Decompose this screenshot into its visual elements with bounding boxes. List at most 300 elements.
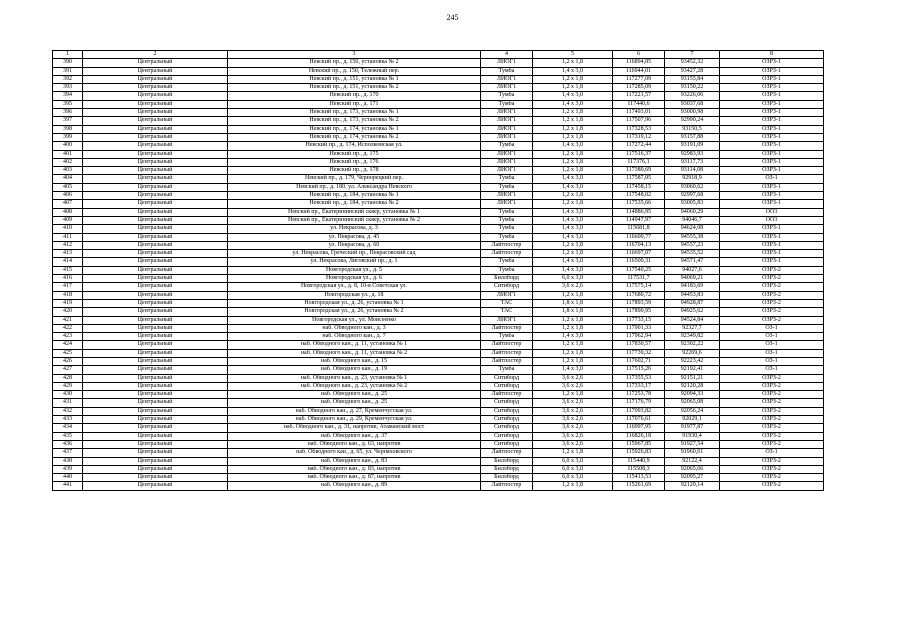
zone-cell: ОЗРЗ-1 xyxy=(720,92,824,100)
zone-cell: ОЗРЗ-2 xyxy=(720,291,824,299)
coord-x-cell: 116997,95 xyxy=(613,424,665,432)
coord-x-cell: 117962,94 xyxy=(613,333,665,341)
zone-cell: ОЗРЗ-2 xyxy=(720,424,824,432)
size-cell: 1,2 x 1,8 xyxy=(533,200,613,208)
district-cell: Центральный xyxy=(83,308,228,316)
construction-type-cell: Ситиборд xyxy=(481,399,533,407)
district-cell: Центральный xyxy=(83,133,228,141)
row-number-cell: 408 xyxy=(53,208,83,216)
coord-y-cell: 94624,08 xyxy=(665,225,720,233)
size-cell: 1,2 x 1,8 xyxy=(533,117,613,125)
table-row xyxy=(53,482,824,490)
construction-type-cell: Тумба xyxy=(481,142,533,150)
column-header: 4 xyxy=(481,51,533,59)
address-cell: наб. Обводного кан., д. 87, напротив xyxy=(228,474,481,482)
coord-y-cell: 94928,87 xyxy=(665,299,720,307)
address-cell: наб. Обводного кан., д. 31, напротив, Атаманский мост xyxy=(228,424,481,432)
column-header: 6 xyxy=(613,51,665,59)
table-row xyxy=(53,109,824,117)
row-number-cell: 434 xyxy=(53,424,83,432)
row-number-cell: 428 xyxy=(53,374,83,382)
address-cell: Новгородская ул., д. 18 xyxy=(228,291,481,299)
district-cell: Центральный xyxy=(83,465,228,473)
coord-x-cell: 117458,15 xyxy=(613,183,665,191)
coord-y-cell: 92120,28 xyxy=(665,382,720,390)
size-cell: 1,8 x 1,8 xyxy=(533,299,613,307)
row-number-cell: 436 xyxy=(53,440,83,448)
zone-cell: ОЗРЗ-1 xyxy=(720,258,824,266)
district-cell: Центральный xyxy=(83,440,228,448)
district-cell: Центральный xyxy=(83,233,228,241)
table-row xyxy=(53,432,824,440)
row-number-cell: 423 xyxy=(53,333,83,341)
address-cell: наб. Обводного кан., д. 3 xyxy=(228,324,481,332)
table-row xyxy=(53,183,824,191)
district-cell: Центральный xyxy=(83,366,228,374)
address-cell: Невский пр., Екатерининский сквер, установка № 2 xyxy=(228,216,481,224)
address-cell: Невский пр., д. 174, установка № 1 xyxy=(228,125,481,133)
table-row xyxy=(53,92,824,100)
construction-type-cell: Лайтпостер xyxy=(481,250,533,258)
construction-type-cell: ЛИОГ1 xyxy=(481,158,533,166)
row-number-cell: 399 xyxy=(53,133,83,141)
size-cell: 1,4 x 3,0 xyxy=(533,266,613,274)
zone-cell: ОЗРЗ-1 xyxy=(720,117,824,125)
zone-cell: ОЗРЗ-2 xyxy=(720,416,824,424)
table-row xyxy=(53,457,824,465)
table-row xyxy=(53,308,824,316)
size-cell: 1,2 x 1,8 xyxy=(533,482,613,490)
size-cell: 1,8 x 1,8 xyxy=(533,308,613,316)
coord-x-cell: 115926,83 xyxy=(613,449,665,457)
district-cell: Центральный xyxy=(83,291,228,299)
size-cell: 3,6 x 2,6 xyxy=(533,382,613,390)
zone-cell: ОЗРЗ-2 xyxy=(720,457,824,465)
coord-x-cell: 117516,37 xyxy=(613,150,665,158)
table-row xyxy=(53,225,824,233)
construction-type-cell: Тумба xyxy=(481,333,533,341)
construction-type-cell: ЛИОГ1 xyxy=(481,117,533,125)
address-cell: Невский пр., д. 180, ул. Александра Невского xyxy=(228,183,481,191)
table-row xyxy=(53,357,824,365)
coord-x-cell: 117333,17 xyxy=(613,382,665,390)
zone-cell: ОЗРЗ-1 xyxy=(720,142,824,150)
coord-x-cell: 116826,18 xyxy=(613,432,665,440)
construction-type-cell: Тумба xyxy=(481,92,533,100)
district-cell: Центральный xyxy=(83,208,228,216)
zone-cell: ОЗ-1 xyxy=(720,449,824,457)
coord-y-cell: 92094,33 xyxy=(665,391,720,399)
zone-cell: ОО3 xyxy=(720,208,824,216)
construction-type-cell: ЛИОГ1 xyxy=(481,84,533,92)
address-cell: Новгородская ул., д. 6 xyxy=(228,275,481,283)
address-cell: наб. Обводного кан., д. 89 xyxy=(228,482,481,490)
coord-x-cell: 117901,33 xyxy=(613,324,665,332)
address-cell: Невский пр., д. 178 xyxy=(228,167,481,175)
construction-type-cell: Тумба xyxy=(481,216,533,224)
construction-type-cell: Тумба xyxy=(481,225,533,233)
table-row xyxy=(53,250,824,258)
size-cell: 3,6 x 2,6 xyxy=(533,432,613,440)
coord-y-cell: 92983,93 xyxy=(665,150,720,158)
coord-x-cell: 116704,13 xyxy=(613,241,665,249)
size-cell: 1,2 x 1,8 xyxy=(533,167,613,175)
construction-type-cell: Ситиборд xyxy=(481,424,533,432)
construction-type-cell: Лайтпостер xyxy=(481,391,533,399)
zone-cell: ОЗРЗ-1 xyxy=(720,200,824,208)
zone-cell: ОЗ-1 xyxy=(720,357,824,365)
row-number-cell: 401 xyxy=(53,150,83,158)
zone-cell: ОЗРЗ-1 xyxy=(720,133,824,141)
construction-type-cell: Биллборд xyxy=(481,275,533,283)
construction-type-cell: ЛИОГ1 xyxy=(481,150,533,158)
coord-y-cell: 92302,22 xyxy=(665,341,720,349)
table-row xyxy=(53,133,824,141)
size-cell: 1,2 x 1,8 xyxy=(533,449,613,457)
district-cell: Центральный xyxy=(83,109,228,117)
table-row xyxy=(53,167,824,175)
construction-type-cell: ЛИОГ1 xyxy=(481,291,533,299)
coord-x-cell: 117830,57 xyxy=(613,341,665,349)
table-row xyxy=(53,216,824,224)
coord-x-cell: 117540,25 xyxy=(613,266,665,274)
zone-cell: ОЗРЗ-1 xyxy=(720,75,824,83)
district-cell: Центральный xyxy=(83,150,228,158)
coord-y-cell: 93037,68 xyxy=(665,100,720,108)
size-cell: 1,4 x 3,0 xyxy=(533,333,613,341)
coord-x-cell: 117440,6 xyxy=(613,100,665,108)
row-number-cell: 396 xyxy=(53,109,83,117)
address-cell: наб. Обводного кан., д. 19 xyxy=(228,366,481,374)
coord-x-cell: 117272,44 xyxy=(613,142,665,150)
table-row xyxy=(53,208,824,216)
row-number-cell: 440 xyxy=(53,474,83,482)
size-cell: 1,2 x 1,8 xyxy=(533,357,613,365)
table-row xyxy=(53,266,824,274)
coord-x-cell: 116944,01 xyxy=(613,67,665,75)
district-cell: Центральный xyxy=(83,349,228,357)
coord-x-cell: 117893,59 xyxy=(613,299,665,307)
size-cell: 1,4 x 3,0 xyxy=(533,225,613,233)
size-cell: 1,2 x 1,8 xyxy=(533,291,613,299)
coord-y-cell: 94925,62 xyxy=(665,308,720,316)
construction-type-cell: ТАС xyxy=(481,308,533,316)
district-cell: Центральный xyxy=(83,457,228,465)
district-cell: Центральный xyxy=(83,275,228,283)
table-row xyxy=(53,275,824,283)
coord-x-cell: 115508,3 xyxy=(613,465,665,473)
row-number-cell: 393 xyxy=(53,84,83,92)
coord-y-cell: 93452,32 xyxy=(665,59,720,67)
table-row xyxy=(53,333,824,341)
row-number-cell: 404 xyxy=(53,175,83,183)
coord-x-cell: 116600,77 xyxy=(613,233,665,241)
coord-x-cell: 116894,85 xyxy=(613,59,665,67)
construction-type-cell: Тумба xyxy=(481,183,533,191)
zone-cell: ОЗРЗ-1 xyxy=(720,109,824,117)
size-cell: 1,4 x 3,0 xyxy=(533,216,613,224)
coord-x-cell: 117355,53 xyxy=(613,374,665,382)
address-cell: Невский пр., д. 151, установка № 1 xyxy=(228,75,481,83)
zone-cell: ОЗРЗ-2 xyxy=(720,482,824,490)
table-row xyxy=(53,241,824,249)
district-cell: Центральный xyxy=(83,158,228,166)
coord-y-cell: 93060,62 xyxy=(665,183,720,191)
size-cell: 1,2 x 1,8 xyxy=(533,241,613,249)
coord-x-cell: 117277,09 xyxy=(613,75,665,83)
table-row xyxy=(53,449,824,457)
table-row xyxy=(53,84,824,92)
district-cell: Центральный xyxy=(83,167,228,175)
size-cell: 1,4 x 3,0 xyxy=(533,175,613,183)
address-cell: ул. Некрасова, д. 3 xyxy=(228,225,481,233)
district-cell: Центральный xyxy=(83,142,228,150)
coord-y-cell: 92129,14 xyxy=(665,482,720,490)
row-number-cell: 402 xyxy=(53,158,83,166)
construction-type-cell: Тумба xyxy=(481,100,533,108)
address-cell: Новгородская ул., ул. Моисеенко xyxy=(228,316,481,324)
zone-cell: ОЗРЗ-2 xyxy=(720,308,824,316)
table-row xyxy=(53,125,824,133)
zone-cell: ОЗРЗ-1 xyxy=(720,167,824,175)
address-cell: Невский пр., д. 184, установка № 2 xyxy=(228,200,481,208)
address-cell: Невский пр., д. 176 xyxy=(228,158,481,166)
zone-cell: ОЗРЗ-1 xyxy=(720,100,824,108)
district-cell: Центральный xyxy=(83,374,228,382)
coord-y-cell: 93114,08 xyxy=(665,167,720,175)
district-cell: Центральный xyxy=(83,482,228,490)
coord-y-cell: 91977,87 xyxy=(665,424,720,432)
row-number-cell: 400 xyxy=(53,142,83,150)
coord-y-cell: 93155,84 xyxy=(665,75,720,83)
zone-cell: ОЗРЗ-2 xyxy=(720,299,824,307)
size-cell: 1,4 x 3,0 xyxy=(533,366,613,374)
address-cell: ул. Некрасова, Лиговский пр., д. 1 xyxy=(228,258,481,266)
district-cell: Центральный xyxy=(83,258,228,266)
address-cell: Невский пр., д. 184, установка № 1 xyxy=(228,192,481,200)
table-row xyxy=(53,175,824,183)
size-cell: 1,2 x 1,8 xyxy=(533,133,613,141)
row-number-cell: 413 xyxy=(53,250,83,258)
address-cell: Невский пр., д. 175 xyxy=(228,150,481,158)
size-cell: 1,2 x 1,8 xyxy=(533,109,613,117)
construction-type-cell: Лайтпостер xyxy=(481,341,533,349)
row-number-cell: 417 xyxy=(53,283,83,291)
construction-type-cell: Лайтпостер xyxy=(481,349,533,357)
construction-type-cell: ЛИОГ1 xyxy=(481,75,533,83)
district-cell: Центральный xyxy=(83,84,228,92)
coord-y-cell: 93150,22 xyxy=(665,84,720,92)
size-cell: 1,2 x 1,8 xyxy=(533,316,613,324)
address-cell: наб. Обводного кан., д. 83 xyxy=(228,457,481,465)
coord-x-cell: 117221,57 xyxy=(613,92,665,100)
coord-y-cell: 94571,47 xyxy=(665,258,720,266)
column-header: 3 xyxy=(228,51,481,59)
district-cell: Центральный xyxy=(83,424,228,432)
column-header: 2 xyxy=(83,51,228,59)
size-cell: 1,2 x 1,8 xyxy=(533,84,613,92)
address-cell: Новгородская ул., д. 8, 10-я Советская ул. xyxy=(228,283,481,291)
zone-cell: ОЗРЗ-1 xyxy=(720,233,824,241)
table-row xyxy=(53,100,824,108)
coord-y-cell: 94535,52 xyxy=(665,250,720,258)
size-cell: 1,4 x 3,0 xyxy=(533,92,613,100)
size-cell: 1,2 x 1,8 xyxy=(533,341,613,349)
size-cell: 1,4 x 3,0 xyxy=(533,183,613,191)
construction-type-cell: Тумба xyxy=(481,233,533,241)
construction-type-cell: ЛИОГ1 xyxy=(481,125,533,133)
address-cell: наб. Обводного кан., д. 83, напротив xyxy=(228,465,481,473)
coord-x-cell: 117575,14 xyxy=(613,283,665,291)
address-cell: наб. Обводного кан., д. 27, Кременчугская ул. xyxy=(228,407,481,415)
table-row xyxy=(53,324,824,332)
table-row xyxy=(53,399,824,407)
zone-cell: ОЗРЗ-1 xyxy=(720,192,824,200)
row-number-cell: 426 xyxy=(53,357,83,365)
construction-type-cell: ЛИОГ1 xyxy=(481,133,533,141)
row-number-cell: 421 xyxy=(53,316,83,324)
row-number-cell: 430 xyxy=(53,391,83,399)
coord-y-cell: 93150,5 xyxy=(665,125,720,133)
construction-type-cell: Тумба xyxy=(481,266,533,274)
coord-y-cell: 92151,21 xyxy=(665,374,720,382)
coord-y-cell: 94069,21 xyxy=(665,275,720,283)
coord-x-cell: 117507,96 xyxy=(613,117,665,125)
address-cell: наб. Обводного кан., д. 63, напротив xyxy=(228,440,481,448)
address-cell: наб. Обводного кан., д. 11, установка № 1 xyxy=(228,341,481,349)
district-cell: Центральный xyxy=(83,299,228,307)
table-row xyxy=(53,117,824,125)
coord-y-cell: 92349,82 xyxy=(665,333,720,341)
address-cell: наб. Обводного кан., д. 37 xyxy=(228,432,481,440)
zone-cell: ОЗРЗ-2 xyxy=(720,382,824,390)
size-cell: 1,2 x 1,8 xyxy=(533,250,613,258)
district-cell: Центральный xyxy=(83,407,228,415)
zone-cell: ОЗРЗ-1 xyxy=(720,225,824,233)
table-body xyxy=(53,59,824,490)
coord-x-cell: 117076,61 xyxy=(613,416,665,424)
row-number-cell: 398 xyxy=(53,125,83,133)
construction-type-cell: Биллборд xyxy=(481,474,533,482)
district-cell: Центральный xyxy=(83,125,228,133)
coord-y-cell: 94046,7 xyxy=(665,216,720,224)
size-cell: 1,4 x 3,0 xyxy=(533,100,613,108)
construction-type-cell: Лайтпостер xyxy=(481,449,533,457)
district-cell: Центральный xyxy=(83,357,228,365)
row-number-cell: 392 xyxy=(53,75,83,83)
table-row xyxy=(53,233,824,241)
size-cell: 1,4 x 3,0 xyxy=(533,208,613,216)
zone-cell: ОЗРЗ-2 xyxy=(720,275,824,283)
coord-x-cell: 117548,02 xyxy=(613,192,665,200)
address-cell: Невский пр., д. 151, установка № 2 xyxy=(228,84,481,92)
coord-x-cell: 117380,69 xyxy=(613,167,665,175)
coord-y-cell: 92029,1 xyxy=(665,416,720,424)
size-cell: 1,4 x 3,0 xyxy=(533,67,613,75)
coord-x-cell: 115413,53 xyxy=(613,474,665,482)
address-cell: наб. Обводного кан., д. 11, установка № 2 xyxy=(228,349,481,357)
size-cell: 1,2 x 1,8 xyxy=(533,349,613,357)
zone-cell: ОЗРЗ-2 xyxy=(720,391,824,399)
table-row xyxy=(53,142,824,150)
coord-y-cell: 93191,09 xyxy=(665,142,720,150)
district-cell: Центральный xyxy=(83,117,228,125)
district-cell: Центральный xyxy=(83,67,228,75)
address-cell: Невский пр., д. 174, установка № 2 xyxy=(228,133,481,141)
coord-y-cell: 94060,29 xyxy=(665,208,720,216)
row-number-cell: 391 xyxy=(53,67,83,75)
table-row xyxy=(53,382,824,390)
coord-y-cell: 92056,24 xyxy=(665,407,720,415)
construction-type-cell: Лайтпостер xyxy=(481,324,533,332)
address-cell: наб. Обводного кан., д. 29, Кременчугская ул. xyxy=(228,416,481,424)
coord-y-cell: 94183,69 xyxy=(665,283,720,291)
zone-cell: ОЗРЗ-1 xyxy=(720,150,824,158)
table-row xyxy=(53,59,824,67)
coord-y-cell: 91960,61 xyxy=(665,449,720,457)
table-row xyxy=(53,299,824,307)
district-cell: Центральный xyxy=(83,100,228,108)
zone-cell: ОЗРЗ-1 xyxy=(720,125,824,133)
construction-type-cell: Ситиборд xyxy=(481,440,533,448)
district-cell: Центральный xyxy=(83,474,228,482)
zone-cell: ОЗРЗ-1 xyxy=(720,84,824,92)
row-number-cell: 424 xyxy=(53,341,83,349)
coord-y-cell: 91930,4 xyxy=(665,432,720,440)
address-cell: наб. Обводного кан., д. 65, ул. Черняховского xyxy=(228,449,481,457)
zone-cell: ОЗРЗ-2 xyxy=(720,474,824,482)
construction-type-cell: ТАС xyxy=(481,299,533,307)
zone-cell: ОЗРЗ-1 xyxy=(720,183,824,191)
coord-y-cell: 91927,54 xyxy=(665,440,720,448)
row-number-cell: 419 xyxy=(53,299,83,307)
row-number-cell: 422 xyxy=(53,324,83,332)
coord-y-cell: 93117,73 xyxy=(665,158,720,166)
zone-cell: ОЗРЗ-1 xyxy=(720,250,824,258)
coord-x-cell: 117319,12 xyxy=(613,133,665,141)
row-number-cell: 425 xyxy=(53,349,83,357)
coord-x-cell: 117515,26 xyxy=(613,366,665,374)
size-cell: 1,2 x 1,8 xyxy=(533,391,613,399)
coord-y-cell: 92192,41 xyxy=(665,366,720,374)
coord-x-cell: 116500,31 xyxy=(613,258,665,266)
address-cell: Невский пр., д. 179, Чернорецкий пер. xyxy=(228,175,481,183)
row-number-cell: 414 xyxy=(53,258,83,266)
coord-x-cell: 115440,9 xyxy=(613,457,665,465)
zone-cell: ОЗРЗ-1 xyxy=(720,59,824,67)
district-cell: Центральный xyxy=(83,250,228,258)
district-cell: Центральный xyxy=(83,183,228,191)
address-cell: ул. Некрасова, Греческий пр., Некрасовский сад xyxy=(228,250,481,258)
size-cell: 3,6 x 2,6 xyxy=(533,440,613,448)
construction-type-cell: Лайтпостер xyxy=(481,241,533,249)
row-number-cell: 432 xyxy=(53,407,83,415)
construction-type-cell: Ситиборд xyxy=(481,374,533,382)
coord-y-cell: 92223,42 xyxy=(665,357,720,365)
coord-x-cell: 115681,8 xyxy=(613,225,665,233)
address-cell: наб. Обводного кан., д. 15 xyxy=(228,357,481,365)
row-number-cell: 439 xyxy=(53,465,83,473)
row-number-cell: 395 xyxy=(53,100,83,108)
locations-table xyxy=(52,50,824,491)
address-cell: Новгородская ул., д. 5 xyxy=(228,266,481,274)
address-cell: наб. Обводного кан., д. 25 xyxy=(228,391,481,399)
district-cell: Центральный xyxy=(83,200,228,208)
coord-x-cell: 114886,95 xyxy=(613,208,665,216)
district-cell: Центральный xyxy=(83,324,228,332)
table-row xyxy=(53,440,824,448)
size-cell: 3,6 x 2,6 xyxy=(533,416,613,424)
